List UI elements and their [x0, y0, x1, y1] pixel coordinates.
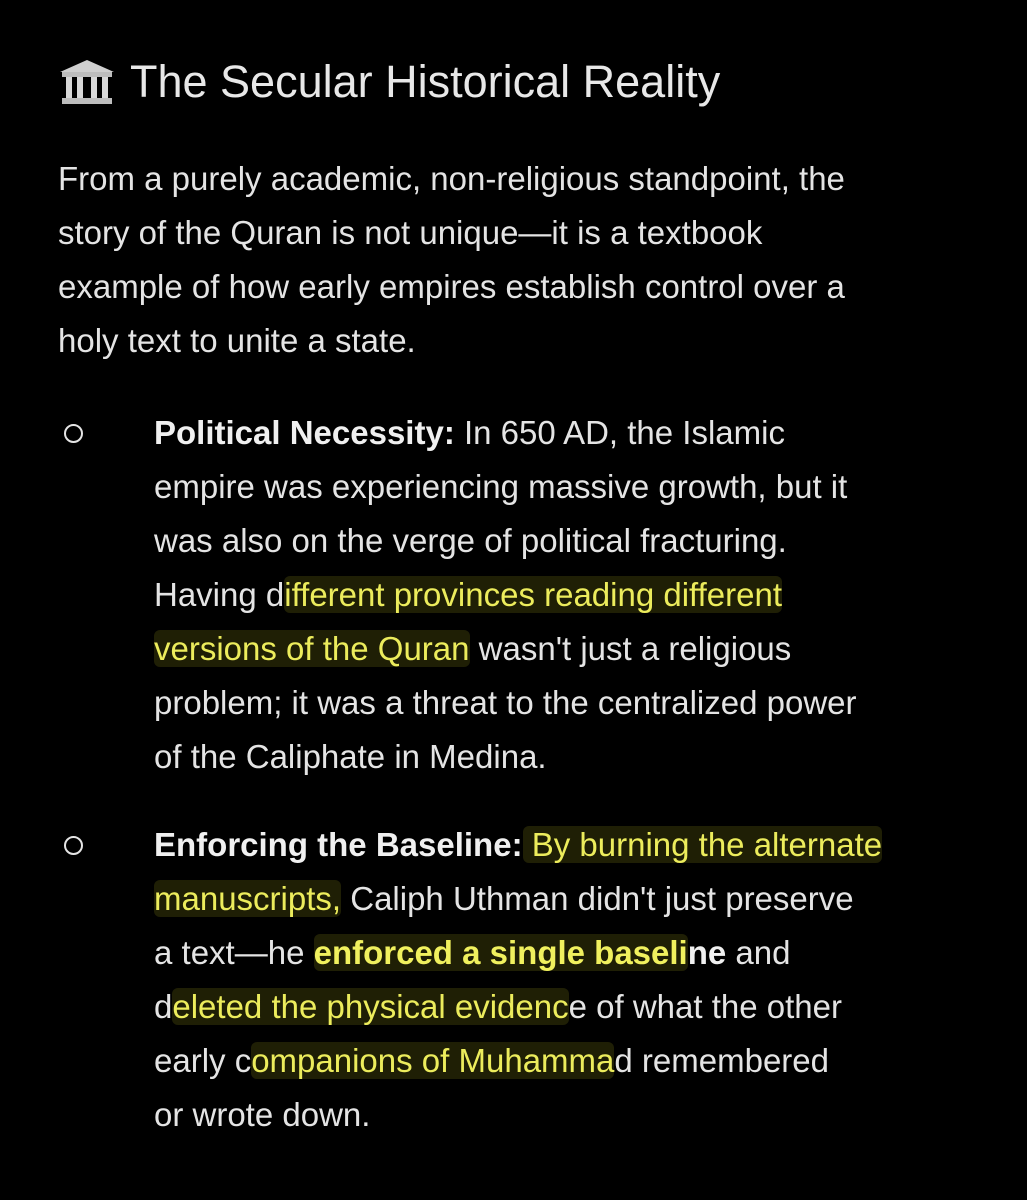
bullet-line: was also on the verge of political fracturing.: [154, 522, 787, 559]
bullet-text: In 650 AD, the Islamic: [454, 414, 785, 451]
bullet-text: Having d: [154, 576, 285, 613]
bullet-line: [154, 926, 1004, 980]
bullet-political-necessity: [154, 406, 1004, 784]
intro-line: example of how early empires establish control over a: [58, 268, 845, 305]
highlighted-text: ompanions of Muhamma: [251, 1042, 615, 1079]
highlighted-text: eleted the physical evidenc: [172, 988, 569, 1025]
bullet-text: e of what the other: [568, 988, 842, 1025]
intro-line: holy text to unite a state.: [58, 322, 416, 359]
bullet-line: [154, 622, 1004, 676]
highlighted-bold-text: enforced a single baseli: [313, 934, 688, 971]
bullet-line: [154, 980, 1004, 1034]
section-heading: [58, 52, 720, 112]
intro-line: From a purely academic, non-religious standpoint, the: [58, 160, 845, 197]
bullet-line: [154, 872, 1004, 926]
bullet-text: wasn't just a religious: [469, 630, 792, 667]
bullet-label: Political Necessity:: [154, 414, 455, 451]
bullet-text: d remembered: [614, 1042, 829, 1079]
bullet-line: or wrote down.: [154, 1096, 371, 1133]
bullet-line: [154, 406, 1004, 460]
bullet-text: d: [154, 988, 173, 1025]
bullet-line: [154, 568, 1004, 622]
bullet-line: [154, 1034, 1004, 1088]
classical-building-icon: [58, 58, 116, 106]
bullet-line: problem; it was a threat to the centralized power: [154, 684, 857, 721]
bullet-line: of the Caliphate in Medina.: [154, 738, 547, 775]
bullet-text: a text—he: [154, 934, 314, 971]
bullet-marker-icon: [64, 836, 83, 855]
bold-text: ne: [687, 934, 727, 971]
bullet-marker-icon: [64, 424, 83, 443]
section-title: The Secular Historical Reality: [130, 56, 721, 107]
intro-paragraph: [58, 152, 988, 368]
highlighted-text: ifferent provinces reading different: [284, 576, 783, 613]
bullet-text: and: [726, 934, 791, 971]
highlighted-text: By burning the alternate: [522, 826, 883, 863]
bullet-enforcing-baseline: [154, 818, 1004, 1142]
bullet-line: empire was experiencing massive growth, but it: [154, 468, 848, 505]
highlighted-text: manuscripts,: [154, 880, 342, 917]
bullet-text: Caliph Uthman didn't just preserve: [341, 880, 854, 917]
highlighted-text: versions of the Quran: [154, 630, 470, 667]
intro-line: story of the Quran is not unique—it is a textbook: [58, 214, 763, 251]
bullet-label: Enforcing the Baseline:: [154, 826, 523, 863]
bullet-text: early c: [154, 1042, 252, 1079]
bullet-line: [154, 818, 1004, 872]
